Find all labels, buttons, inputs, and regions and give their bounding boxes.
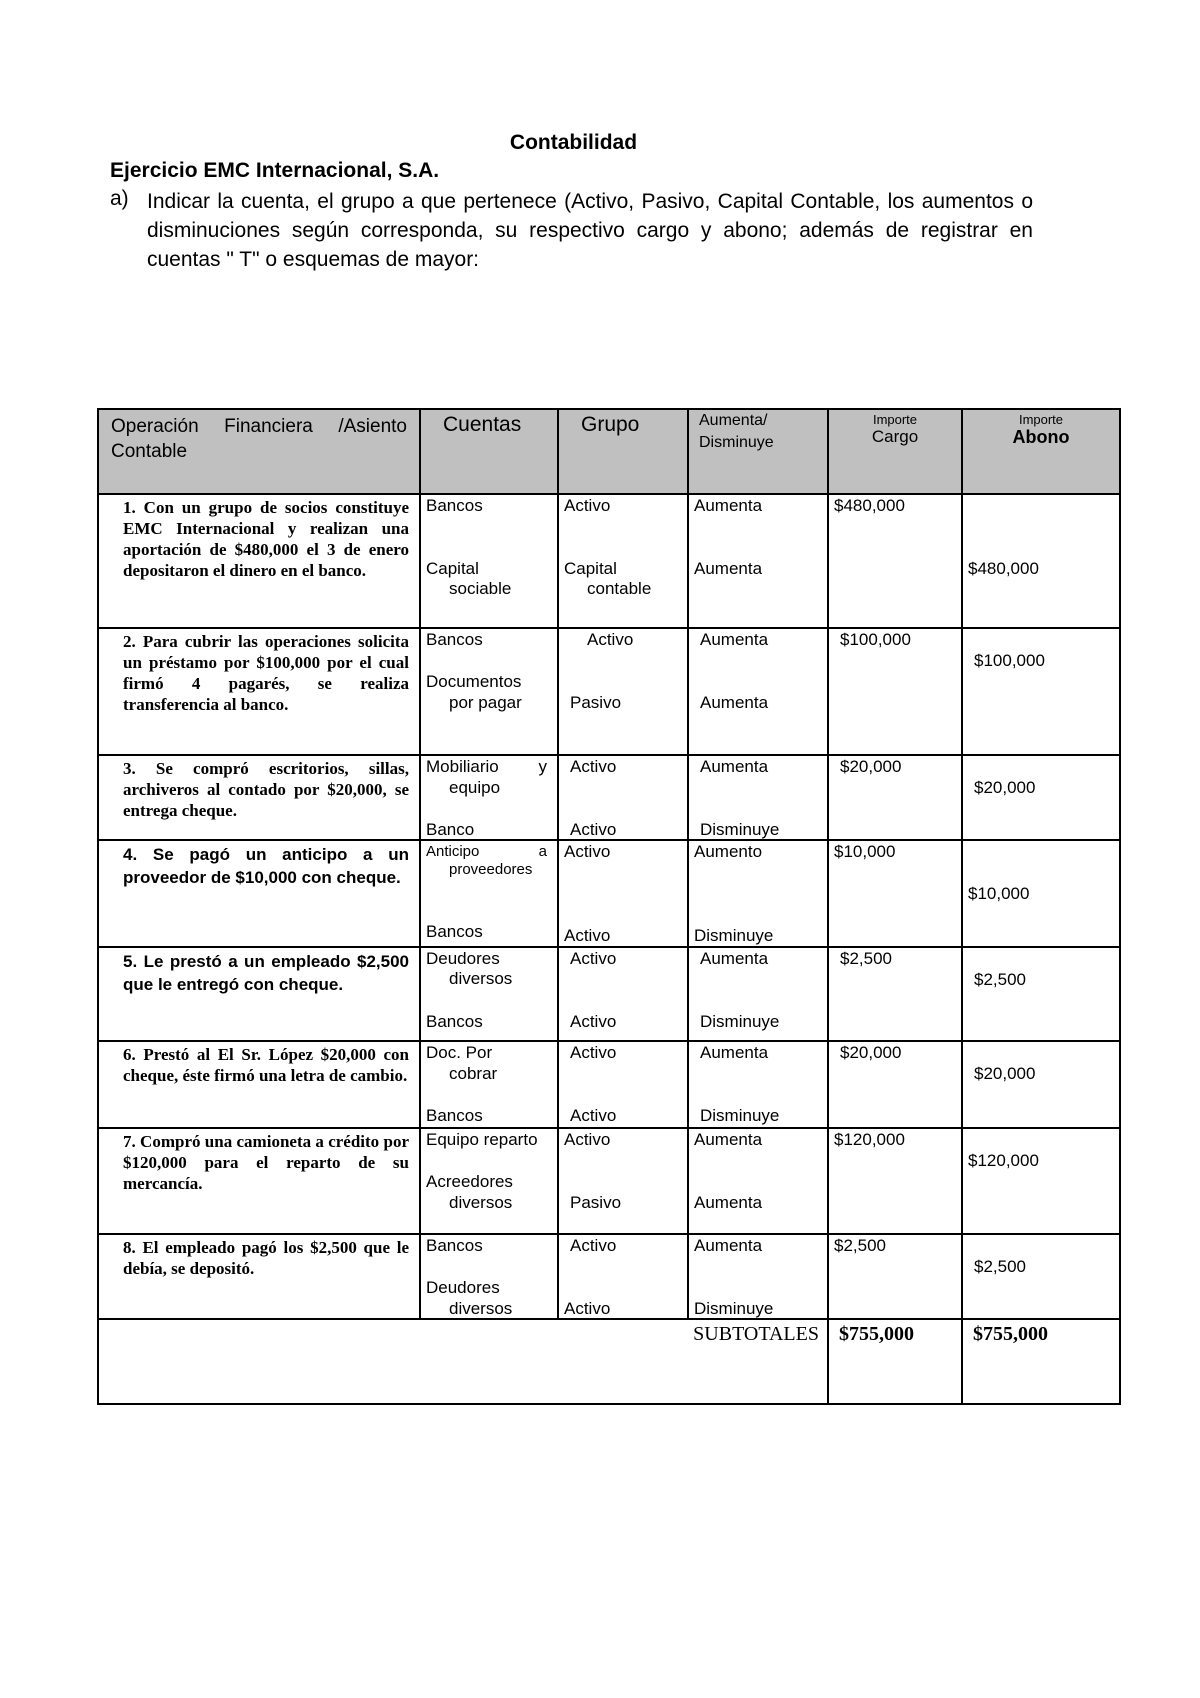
abono-cell [962, 1041, 1120, 1128]
cargo-cell [828, 840, 962, 947]
account-name: y [538, 757, 547, 776]
group-cell [558, 628, 688, 755]
group-name: Activo [564, 842, 611, 861]
subtotal-abono: $755,000 [962, 1319, 1120, 1404]
group-cell [558, 1041, 688, 1128]
table-row [98, 628, 1120, 755]
account-name: Banco [426, 820, 475, 839]
accounts-cell [420, 494, 558, 628]
cargo-amount: $480,000 [834, 496, 905, 515]
cargo-amount: $100,000 [840, 630, 911, 649]
accounts-cell [420, 1128, 558, 1234]
cargo-cell [828, 628, 962, 755]
group-cell [558, 947, 688, 1041]
table-row [98, 755, 1120, 840]
movement-cell [688, 947, 828, 1041]
cargo-cell [828, 1041, 962, 1128]
account-name: Bancos [426, 1012, 483, 1031]
group-cell [558, 755, 688, 840]
cargo-amount: $20,000 [840, 1043, 902, 1062]
header-grupo: Grupo [558, 409, 688, 494]
group-name: Activo [570, 1012, 617, 1031]
operation-cell: 2. Para cubrir las operaciones solicita un préstamo por $100,000 por el cual firmó 4 pagarés, se realiza transferencia al banco. [98, 628, 420, 755]
group-name: Activo [564, 1299, 611, 1318]
group-name: Pasivo [570, 1193, 622, 1212]
movement: Aumenta [694, 496, 763, 515]
group-name: Capital [564, 559, 617, 578]
account-name: Bancos [426, 496, 483, 515]
cargo-label: Cargo [871, 427, 919, 446]
abono-amount: $100,000 [974, 651, 1045, 670]
table-row [98, 494, 1120, 628]
account-name: Bancos [426, 1106, 483, 1125]
account-name: Anticipo [426, 843, 480, 860]
account-name: diversos [449, 1193, 513, 1212]
group-cell [558, 840, 688, 947]
accounts-cell [420, 755, 558, 840]
abono-cell [962, 1234, 1120, 1319]
header-cuentas: Cuentas [420, 409, 558, 494]
movement-cell [688, 1041, 828, 1128]
operation-cell: 7. Compró una camioneta a crédito por $120,000 para el reparto de su mercancía. [98, 1128, 420, 1234]
cargo-cell [828, 947, 962, 1041]
table-row [98, 1128, 1120, 1234]
abono-cell [962, 1128, 1120, 1234]
account-name: Deudores [426, 1278, 500, 1297]
group-name: Pasivo [570, 693, 622, 712]
abono-amount: $480,000 [968, 559, 1039, 578]
abono-cell [962, 947, 1120, 1041]
account-name: sociable [449, 579, 512, 598]
table-row [98, 947, 1120, 1041]
account-name: Mobiliario [426, 757, 499, 776]
accounts-cell [420, 947, 558, 1041]
movement-cell [688, 755, 828, 840]
cargo-cell [828, 1128, 962, 1234]
cargo-amount: $2,500 [840, 949, 892, 968]
cargo-amount: $2,500 [834, 1236, 886, 1255]
operation-cell: 5. Le prestó a un empleado $2,500 que le entregó con cheque. [98, 947, 420, 1041]
table-header-row [98, 409, 1120, 494]
instruction-marker: a) [110, 187, 129, 210]
group-cell [558, 1234, 688, 1319]
group-name: Activo [570, 1236, 617, 1255]
account-name: Bancos [426, 1236, 483, 1255]
abono-amount: $120,000 [968, 1151, 1039, 1170]
group-name: contable [587, 579, 652, 598]
abono-amount: $2,500 [974, 970, 1026, 989]
movement-cell [688, 1234, 828, 1319]
subtotals-row [98, 1319, 1120, 1404]
accounts-cell [420, 1234, 558, 1319]
account-name: cobrar [449, 1064, 498, 1083]
movement: Aumenta [700, 693, 769, 712]
account-name: Documentos [426, 672, 522, 691]
cargo-amount: $120,000 [834, 1130, 905, 1149]
account-name: Capital [426, 559, 479, 578]
account-name: por pagar [449, 693, 522, 712]
movement: Aumenta [694, 1236, 763, 1255]
header-importe-cargo [828, 409, 962, 494]
movement: Disminuye [700, 1012, 780, 1031]
exercise-title: Ejercicio EMC Internacional, S.A. [110, 159, 440, 182]
accounts-cell [420, 1041, 558, 1128]
movement: Aumento [694, 842, 763, 861]
table-row [98, 1234, 1120, 1319]
abono-amount: $2,500 [974, 1257, 1026, 1276]
movement: Aumenta [700, 1043, 769, 1062]
movement: Aumenta [700, 630, 769, 649]
movement-cell [688, 494, 828, 628]
movement: Disminuye [700, 820, 780, 839]
subtotal-cargo: $755,000 [828, 1319, 962, 1404]
group-name: Activo [570, 949, 617, 968]
account-name: Doc. Por [426, 1043, 493, 1062]
account-name: diversos [449, 1299, 513, 1318]
group-name: Activo [564, 1130, 611, 1149]
cargo-amount: $10,000 [834, 842, 896, 861]
header-aumenta-disminuye: Aumenta/ Disminuye [688, 409, 828, 494]
account-name: Equipo reparto [426, 1130, 538, 1149]
account-name: a [538, 843, 547, 860]
movement: Aumenta [700, 757, 769, 776]
cargo-amount: $20,000 [840, 757, 902, 776]
table-row [98, 840, 1120, 947]
group-name: Activo [564, 926, 611, 945]
account-name: equipo [449, 778, 501, 797]
cargo-cell [828, 494, 962, 628]
operation-cell: 3. Se compró escritorios, sillas, archiveros al contado por $20,000, se entrega cheque. [98, 755, 420, 840]
table-row [98, 1041, 1120, 1128]
ledger-table [97, 408, 1121, 1405]
movement: Disminuye [700, 1106, 780, 1125]
abono-amount: $10,000 [968, 884, 1030, 903]
document-title: Contabilidad [509, 131, 638, 154]
movement-cell [688, 840, 828, 947]
cargo-cell [828, 1234, 962, 1319]
cargo-cell [828, 755, 962, 840]
abono-cell [962, 755, 1120, 840]
group-cell [558, 494, 688, 628]
instruction-text: Indicar la cuenta, el grupo a que pertenece (Activo, Pasivo, Capital Contable, los aumentos o disminuciones según corresponda, su respectivo cargo y abono; además de registrar en cuentas " T" o esquemas de mayor: [147, 190, 1033, 271]
operation-cell: 4. Se pagó un anticipo a un proveedor de $10,000 con cheque. [98, 840, 420, 947]
subtotals-label: SUBTOTALES [98, 1319, 828, 1404]
movement: Aumenta [694, 1130, 763, 1149]
account-name: Acreedores [426, 1172, 513, 1191]
importe-label: Importe [872, 412, 918, 427]
account-name: diversos [449, 969, 513, 988]
group-name: Activo [587, 630, 634, 649]
movement: Disminuye [694, 926, 774, 945]
importe-label: Importe [1018, 412, 1064, 427]
header-importe-abono [962, 409, 1120, 494]
account-name: Bancos [426, 922, 483, 941]
account-name: proveedores [449, 861, 533, 878]
accounts-cell [420, 840, 558, 947]
operation-cell: 8. El empleado pagó los $2,500 que le debía, se depositó. [98, 1234, 420, 1319]
group-name: Activo [564, 496, 611, 515]
header-operacion: Operación Financiera /Asiento Contable [98, 409, 420, 494]
movement-cell [688, 628, 828, 755]
group-name: Activo [570, 757, 617, 776]
group-name: Activo [570, 1043, 617, 1062]
movement: Aumenta [694, 1193, 763, 1212]
abono-cell [962, 628, 1120, 755]
abono-cell [962, 840, 1120, 947]
account-name: Deudores [426, 949, 500, 968]
operation-cell: 6. Prestó al El Sr. López $20,000 con cheque, éste firmó una letra de cambio. [98, 1041, 420, 1128]
movement-cell [688, 1128, 828, 1234]
abono-label: Abono [1012, 427, 1070, 447]
abono-amount: $20,000 [974, 778, 1036, 797]
movement: Aumenta [700, 949, 769, 968]
group-name: Activo [570, 1106, 617, 1125]
group-cell [558, 1128, 688, 1234]
movement: Aumenta [694, 559, 763, 578]
accounts-cell [420, 628, 558, 755]
account-name: Bancos [426, 630, 483, 649]
abono-amount: $20,000 [974, 1064, 1036, 1083]
group-name: Activo [570, 820, 617, 839]
operation-cell: 1. Con un grupo de socios constituye EMC Internacional y realizan una aportación de $480,000 el 3 de enero depositaron el dinero en el banco. [98, 494, 420, 628]
abono-cell [962, 494, 1120, 628]
movement: Disminuye [694, 1299, 774, 1318]
